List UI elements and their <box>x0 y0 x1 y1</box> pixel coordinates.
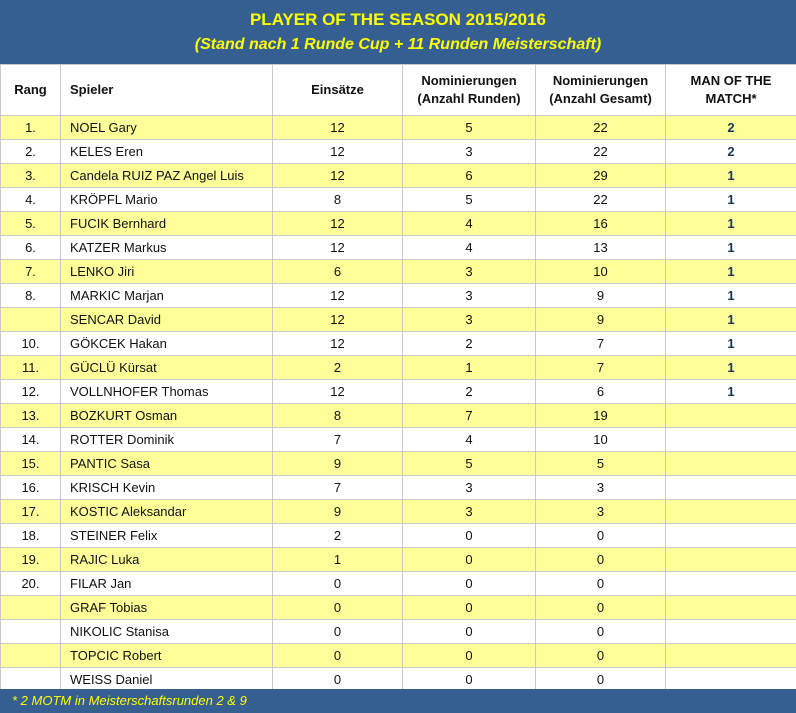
cell-spieler: PANTIC Sasa <box>61 452 273 476</box>
header-nominierungen-gesamt-line1: Nominierungen <box>552 73 649 88</box>
cell-nominierungen-gesamt: 22 <box>536 188 666 212</box>
cell-man-of-the-match <box>666 476 796 500</box>
cell-nominierungen-runden: 5 <box>403 452 536 476</box>
cell-spieler: ROTTER Dominik <box>61 428 273 452</box>
cell-man-of-the-match <box>666 596 796 620</box>
cell-man-of-the-match: 2 <box>666 116 796 140</box>
table-row <box>1 380 796 404</box>
cell-nominierungen-runden: 3 <box>403 284 536 308</box>
cell-nominierungen-runden: 5 <box>403 188 536 212</box>
cell-nominierungen-gesamt: 0 <box>536 548 666 572</box>
cell-einsaetze: 12 <box>273 332 403 356</box>
table-row <box>1 428 796 452</box>
cell-einsaetze: 9 <box>273 452 403 476</box>
cell-einsaetze: 0 <box>273 572 403 596</box>
cell-man-of-the-match <box>666 428 796 452</box>
cell-einsaetze: 1 <box>273 548 403 572</box>
page-title: PLAYER OF THE SEASON 2015/2016 <box>249 10 547 29</box>
cell-nominierungen-gesamt: 0 <box>536 668 666 692</box>
header-einsaetze: Einsätze <box>273 65 403 116</box>
cell-nominierungen-runden: 3 <box>403 260 536 284</box>
cell-man-of-the-match <box>666 548 796 572</box>
cell-nominierungen-gesamt: 0 <box>536 644 666 668</box>
cell-nominierungen-gesamt: 16 <box>536 212 666 236</box>
cell-einsaetze: 12 <box>273 164 403 188</box>
cell-man-of-the-match: 1 <box>666 212 796 236</box>
cell-man-of-the-match <box>666 452 796 476</box>
cell-nominierungen-runden: 0 <box>403 524 536 548</box>
table-row <box>1 476 796 500</box>
cell-nominierungen-gesamt: 7 <box>536 356 666 380</box>
cell-rang: 11. <box>1 356 61 380</box>
cell-nominierungen-gesamt: 3 <box>536 500 666 524</box>
cell-nominierungen-runden: 0 <box>403 572 536 596</box>
cell-nominierungen-gesamt: 0 <box>536 596 666 620</box>
cell-man-of-the-match <box>666 404 796 428</box>
cell-nominierungen-gesamt: 9 <box>536 284 666 308</box>
cell-nominierungen-runden: 2 <box>403 380 536 404</box>
footnote: * 2 MOTM in Meisterschaftsrunden 2 & 9 <box>0 689 796 713</box>
cell-nominierungen-runden: 3 <box>403 476 536 500</box>
cell-spieler: SENCAR David <box>61 308 273 332</box>
table-row <box>1 596 796 620</box>
table-row <box>1 620 796 644</box>
cell-nominierungen-runden: 4 <box>403 212 536 236</box>
cell-man-of-the-match <box>666 524 796 548</box>
table-row <box>1 188 796 212</box>
table-row <box>1 548 796 572</box>
cell-spieler: BOZKURT Osman <box>61 404 273 428</box>
cell-spieler: TOPCIC Robert <box>61 644 273 668</box>
cell-rang: 13. <box>1 404 61 428</box>
cell-einsaetze: 2 <box>273 524 403 548</box>
cell-einsaetze: 0 <box>273 620 403 644</box>
cell-spieler: GRAF Tobias <box>61 596 273 620</box>
cell-rang: 2. <box>1 140 61 164</box>
cell-spieler: NIKOLIC Stanisa <box>61 620 273 644</box>
header-man-of-the-match <box>666 65 796 116</box>
table-row <box>1 524 796 548</box>
cell-einsaetze: 0 <box>273 644 403 668</box>
cell-rang: 17. <box>1 500 61 524</box>
cell-rang: 19. <box>1 548 61 572</box>
cell-einsaetze: 12 <box>273 284 403 308</box>
cell-spieler: LENKO Jiri <box>61 260 273 284</box>
cell-rang: 16. <box>1 476 61 500</box>
table-row <box>1 164 796 188</box>
cell-man-of-the-match: 1 <box>666 308 796 332</box>
cell-rang: 5. <box>1 212 61 236</box>
table-row <box>1 236 796 260</box>
cell-man-of-the-match <box>666 572 796 596</box>
header-rang: Rang <box>1 65 61 116</box>
cell-rang: 4. <box>1 188 61 212</box>
table-row <box>1 356 796 380</box>
table-row <box>1 404 796 428</box>
cell-einsaetze: 6 <box>273 260 403 284</box>
table-row <box>1 572 796 596</box>
cell-nominierungen-runden: 3 <box>403 140 536 164</box>
table-row <box>1 140 796 164</box>
cell-nominierungen-gesamt: 10 <box>536 428 666 452</box>
cell-einsaetze: 9 <box>273 500 403 524</box>
table-row <box>1 668 796 692</box>
cell-man-of-the-match: 1 <box>666 188 796 212</box>
cell-man-of-the-match: 1 <box>666 284 796 308</box>
cell-rang: 15. <box>1 452 61 476</box>
header-nominierungen-runden-line2: (Anzahl Runden) <box>417 91 521 106</box>
cell-spieler: VOLLNHOFER Thomas <box>61 380 273 404</box>
cell-einsaetze: 2 <box>273 356 403 380</box>
table-row <box>1 116 796 140</box>
cell-spieler: WEISS Daniel <box>61 668 273 692</box>
cell-spieler: FUCIK Bernhard <box>61 212 273 236</box>
cell-nominierungen-runden: 0 <box>403 596 536 620</box>
cell-spieler: GÜCLÜ Kürsat <box>61 356 273 380</box>
cell-einsaetze: 12 <box>273 308 403 332</box>
cell-nominierungen-runden: 0 <box>403 548 536 572</box>
cell-rang: 20. <box>1 572 61 596</box>
cell-rang <box>1 596 61 620</box>
table-row <box>1 452 796 476</box>
header-nominierungen-gesamt-line2: (Anzahl Gesamt) <box>549 91 652 106</box>
cell-nominierungen-runden: 4 <box>403 428 536 452</box>
cell-einsaetze: 7 <box>273 476 403 500</box>
cell-nominierungen-gesamt: 0 <box>536 620 666 644</box>
cell-rang: 14. <box>1 428 61 452</box>
table-row <box>1 644 796 668</box>
cell-nominierungen-gesamt: 9 <box>536 308 666 332</box>
cell-einsaetze: 0 <box>273 596 403 620</box>
cell-rang: 7. <box>1 260 61 284</box>
cell-nominierungen-gesamt: 0 <box>536 572 666 596</box>
cell-man-of-the-match <box>666 500 796 524</box>
cell-rang: 8. <box>1 284 61 308</box>
cell-spieler: RAJIC Luka <box>61 548 273 572</box>
cell-einsaetze: 8 <box>273 404 403 428</box>
cell-spieler: KRÖPFL Mario <box>61 188 273 212</box>
title-banner <box>0 0 796 64</box>
cell-rang <box>1 308 61 332</box>
cell-man-of-the-match: 1 <box>666 380 796 404</box>
header-motm-line2: MATCH* <box>705 91 757 106</box>
cell-einsaetze: 12 <box>273 380 403 404</box>
cell-spieler: STEINER Felix <box>61 524 273 548</box>
cell-einsaetze: 12 <box>273 116 403 140</box>
cell-nominierungen-gesamt: 0 <box>536 524 666 548</box>
cell-einsaetze: 7 <box>273 428 403 452</box>
cell-man-of-the-match: 1 <box>666 332 796 356</box>
cell-man-of-the-match: 1 <box>666 356 796 380</box>
cell-nominierungen-gesamt: 5 <box>536 452 666 476</box>
table-row <box>1 284 796 308</box>
cell-nominierungen-runden: 0 <box>403 620 536 644</box>
cell-man-of-the-match: 2 <box>666 140 796 164</box>
cell-nominierungen-runden: 0 <box>403 668 536 692</box>
cell-rang <box>1 644 61 668</box>
cell-spieler: Candela RUIZ PAZ Angel Luis <box>61 164 273 188</box>
header-nominierungen-gesamt <box>536 65 666 116</box>
cell-rang: 18. <box>1 524 61 548</box>
cell-rang <box>1 620 61 644</box>
cell-nominierungen-gesamt: 7 <box>536 332 666 356</box>
table-row <box>1 332 796 356</box>
header-motm-line1: MAN OF THE <box>690 73 772 88</box>
cell-man-of-the-match: 1 <box>666 236 796 260</box>
page-subtitle: (Stand nach 1 Runde Cup + 11 Runden Meisterschaft) <box>194 36 602 53</box>
table-row <box>1 260 796 284</box>
cell-spieler: KELES Eren <box>61 140 273 164</box>
table-row <box>1 212 796 236</box>
cell-nominierungen-runden: 3 <box>403 500 536 524</box>
cell-man-of-the-match <box>666 668 796 692</box>
cell-nominierungen-gesamt: 29 <box>536 164 666 188</box>
cell-einsaetze: 8 <box>273 188 403 212</box>
cell-einsaetze: 12 <box>273 236 403 260</box>
cell-spieler: MARKIC Marjan <box>61 284 273 308</box>
cell-nominierungen-runden: 5 <box>403 116 536 140</box>
cell-einsaetze: 12 <box>273 140 403 164</box>
cell-nominierungen-runden: 7 <box>403 404 536 428</box>
cell-man-of-the-match <box>666 644 796 668</box>
cell-nominierungen-gesamt: 10 <box>536 260 666 284</box>
cell-man-of-the-match: 1 <box>666 260 796 284</box>
ranking-table <box>0 64 796 692</box>
cell-rang: 1. <box>1 116 61 140</box>
cell-man-of-the-match: 1 <box>666 164 796 188</box>
cell-nominierungen-gesamt: 19 <box>536 404 666 428</box>
cell-nominierungen-runden: 0 <box>403 644 536 668</box>
cell-rang: 6. <box>1 236 61 260</box>
cell-rang <box>1 668 61 692</box>
cell-einsaetze: 0 <box>273 668 403 692</box>
cell-nominierungen-gesamt: 22 <box>536 140 666 164</box>
header-nominierungen-runden-line1: Nominierungen <box>421 73 517 88</box>
table-row <box>1 308 796 332</box>
cell-spieler: GÖKCEK Hakan <box>61 332 273 356</box>
cell-man-of-the-match <box>666 620 796 644</box>
cell-rang: 3. <box>1 164 61 188</box>
cell-nominierungen-runden: 2 <box>403 332 536 356</box>
header-nominierungen-runden <box>403 65 536 116</box>
cell-nominierungen-runden: 6 <box>403 164 536 188</box>
cell-spieler: FILAR Jan <box>61 572 273 596</box>
cell-rang: 12. <box>1 380 61 404</box>
header-spieler: Spieler <box>61 65 273 116</box>
cell-spieler: KATZER Markus <box>61 236 273 260</box>
cell-rang: 10. <box>1 332 61 356</box>
cell-nominierungen-gesamt: 3 <box>536 476 666 500</box>
cell-spieler: KOSTIC Aleksandar <box>61 500 273 524</box>
table-row <box>1 500 796 524</box>
cell-spieler: KRISCH Kevin <box>61 476 273 500</box>
cell-spieler: NOEL Gary <box>61 116 273 140</box>
cell-nominierungen-runden: 4 <box>403 236 536 260</box>
cell-nominierungen-runden: 3 <box>403 308 536 332</box>
cell-nominierungen-gesamt: 22 <box>536 116 666 140</box>
table-header-row <box>1 65 796 116</box>
cell-nominierungen-gesamt: 13 <box>536 236 666 260</box>
cell-einsaetze: 12 <box>273 212 403 236</box>
cell-nominierungen-runden: 1 <box>403 356 536 380</box>
cell-nominierungen-gesamt: 6 <box>536 380 666 404</box>
